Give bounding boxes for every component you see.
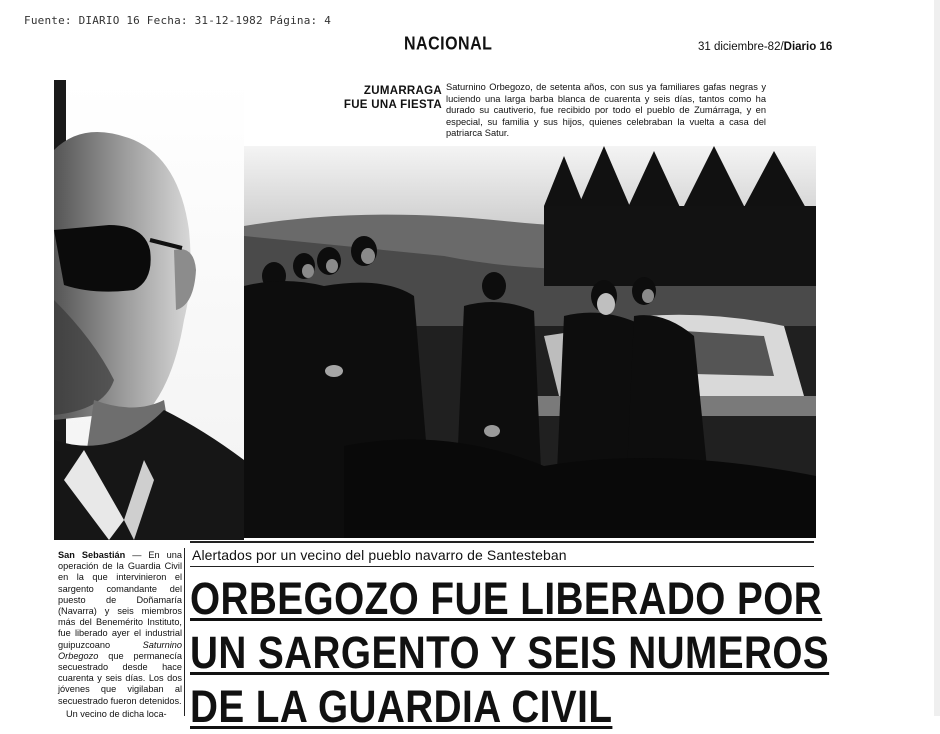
kicker-caption: Saturnino Orbegozo, de setenta años, con sus ya familiares gafas negras y luciendo una larga barba blanca de cuarenta y seis días, tantos como ha durado su cautiverio, fue recibido por todo el pueblo de Zumárraga, y en especial, su familia y sus hijos, quienes celebraban la vuelta a casa del patriarca Satur. [446, 82, 766, 139]
scan-edge [934, 0, 940, 716]
portrait-photo [54, 80, 244, 540]
main-photo-graphic [244, 146, 816, 538]
headline [190, 572, 830, 734]
headline-line-2: UN SARGENTO Y SEIS NUMEROS [190, 627, 830, 678]
section-label: NACIONAL [404, 34, 493, 55]
subhead-top-rule [190, 541, 814, 543]
body-paragraph-1-end: que permanecía secuestrado desde hace cuarenta y seis días. Los dos jóvenes que vigilaban al secuestrado fueron detenidos. [58, 650, 182, 706]
dateline-paper: Diario 16 [783, 41, 833, 53]
dateline-date: 31 diciembre-82/ [698, 41, 784, 53]
kicker-title-line2: FUE UNA FIESTA [343, 99, 442, 111]
body-paragraph-1 [58, 550, 182, 707]
kicker-title-line1: ZUMARRAGA [363, 85, 442, 97]
column-divider [184, 548, 185, 716]
subhead-rule [190, 566, 814, 567]
dateline [698, 41, 832, 53]
portrait-photo-graphic [54, 80, 244, 540]
body-text-column [58, 550, 182, 722]
subhead: Alertados por un vecino del pueblo navarro de Santesteban [192, 547, 567, 563]
headline-line-3: DE LA GUARDIA CIVIL [190, 681, 613, 732]
archive-source-line: Fuente: DIARIO 16 Fecha: 31-12-1982 Página: 4 [24, 14, 332, 27]
kicker-title [336, 84, 442, 112]
body-name: Saturnino Orbegozo [58, 639, 182, 661]
headline-line-1: ORBEGOZO FUE LIBERADO POR [190, 573, 823, 624]
main-photo [244, 146, 816, 538]
body-paragraph-2: Un vecino de dicha loca- [66, 708, 167, 719]
body-paragraph-1-text: — En una operación de la Guardia Civil en la que intervinieron el sargento comandante del puesto de Doñamaría (Navarra) y seis miembros más del Benemérito Instituto, fue liberado ayer el industrial guipuzcoano [58, 550, 182, 650]
body-lead-location: San Sebastián [58, 550, 126, 560]
